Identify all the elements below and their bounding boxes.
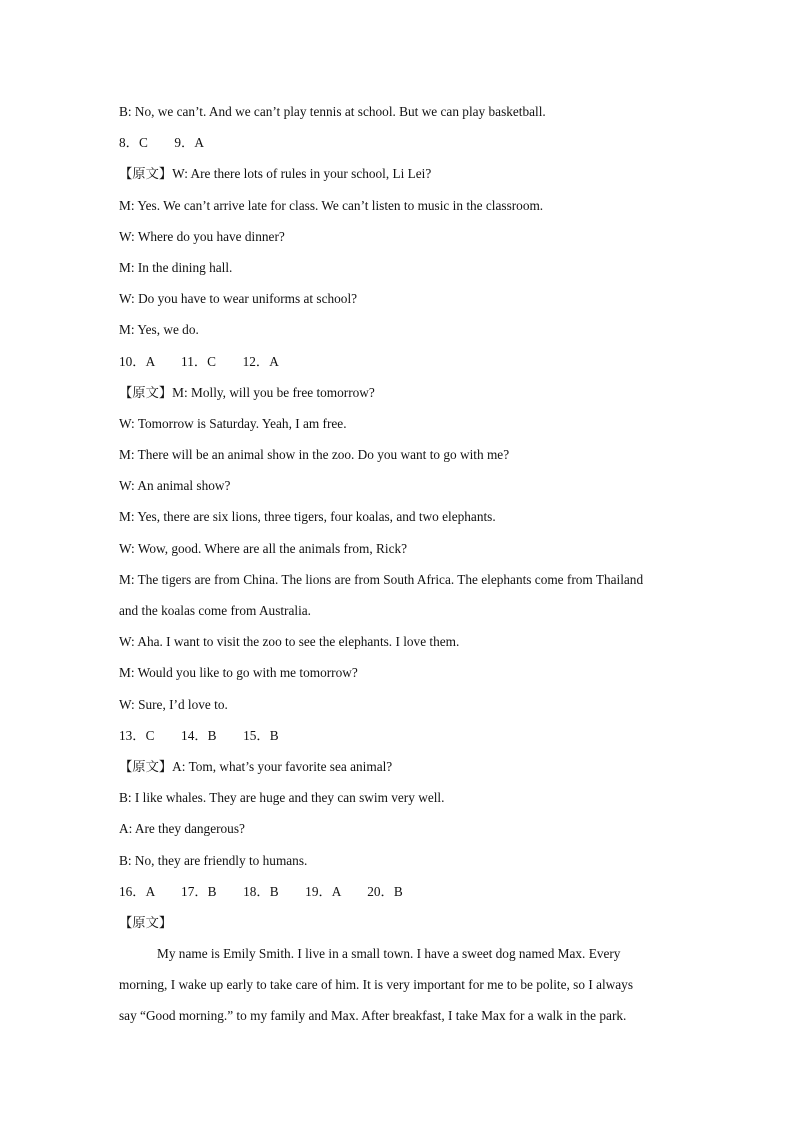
dialogue-line: M: Yes, we do.: [119, 322, 199, 338]
answer-key-line: 16．A 17．B 18．B 19．A 20．B: [119, 883, 403, 899]
transcript-heading-line: 【原文】: [119, 914, 173, 930]
passage-line: morning, I wake up early to take care of him. It is very important for me to be polite, so I always: [119, 977, 633, 993]
passage-line: My name is Emily Smith. I live in a small town. I have a sweet dog named Max. Every: [157, 946, 621, 962]
transcript-heading-line: 【原文】M: Molly, will you be free tomorrow?: [119, 384, 375, 400]
dialogue-line: W: Do you have to wear uniforms at school?: [119, 291, 358, 307]
answer-key-line: 13．C 14．B 15．B: [119, 727, 279, 743]
dialogue-line: and the koalas come from Australia.: [119, 603, 312, 618]
dialogue-line: B: No, we can’t. And we can’t play tennis at school. But we can play basketball.: [119, 104, 546, 119]
dialogue-line: M: Yes, there are six lions, three tigers, four koalas, and two elephants.: [119, 509, 496, 525]
dialogue-line: M: There will be an animal show in the zoo. Do you want to go with me?: [119, 447, 510, 463]
dialogue-line: W: An animal show?: [119, 478, 231, 494]
dialogue-line: M: The tigers are from China. The lions are from South Africa. The elephants come from Thailand: [119, 571, 644, 587]
answer-key-line: 10．A 11．C 12．A: [119, 353, 279, 369]
dialogue-line: W: Tomorrow is Saturday. Yeah, I am free.: [119, 415, 347, 431]
dialogue-line: A: Are they dangerous?: [119, 821, 245, 837]
answer-key-line: 8．C 9．A: [119, 135, 204, 151]
dialogue-line: B: I like whales. They are huge and they can swim very well.: [119, 790, 445, 806]
dialogue-line: W: Sure, I’d love to.: [119, 696, 228, 712]
dialogue-line: M: In the dining hall.: [119, 259, 233, 275]
dialogue-line: B: No, they are friendly to humans.: [119, 852, 308, 868]
dialogue-line: M: Would you like to go with me tomorrow?: [119, 665, 358, 681]
transcript-heading-line: 【原文】W: Are there lots of rules in your school, Li Lei?: [119, 166, 432, 182]
passage-line: say “Good morning.” to my family and Max. After breakfast, I take Max for a walk in the park.: [119, 1008, 627, 1024]
dialogue-line: M: Yes. We can’t arrive late for class. We can’t listen to music in the classroom.: [119, 197, 544, 213]
dialogue-line: W: Where do you have dinner?: [119, 228, 285, 244]
transcript-heading-line: 【原文】A: Tom, what’s your favorite sea animal?: [119, 758, 393, 774]
dialogue-line: W: Aha. I want to visit the zoo to see the elephants. I love them.: [119, 634, 460, 650]
dialogue-line: W: Wow, good. Where are all the animals from, Rick?: [119, 540, 408, 556]
document-page: [119, 100, 689, 1036]
